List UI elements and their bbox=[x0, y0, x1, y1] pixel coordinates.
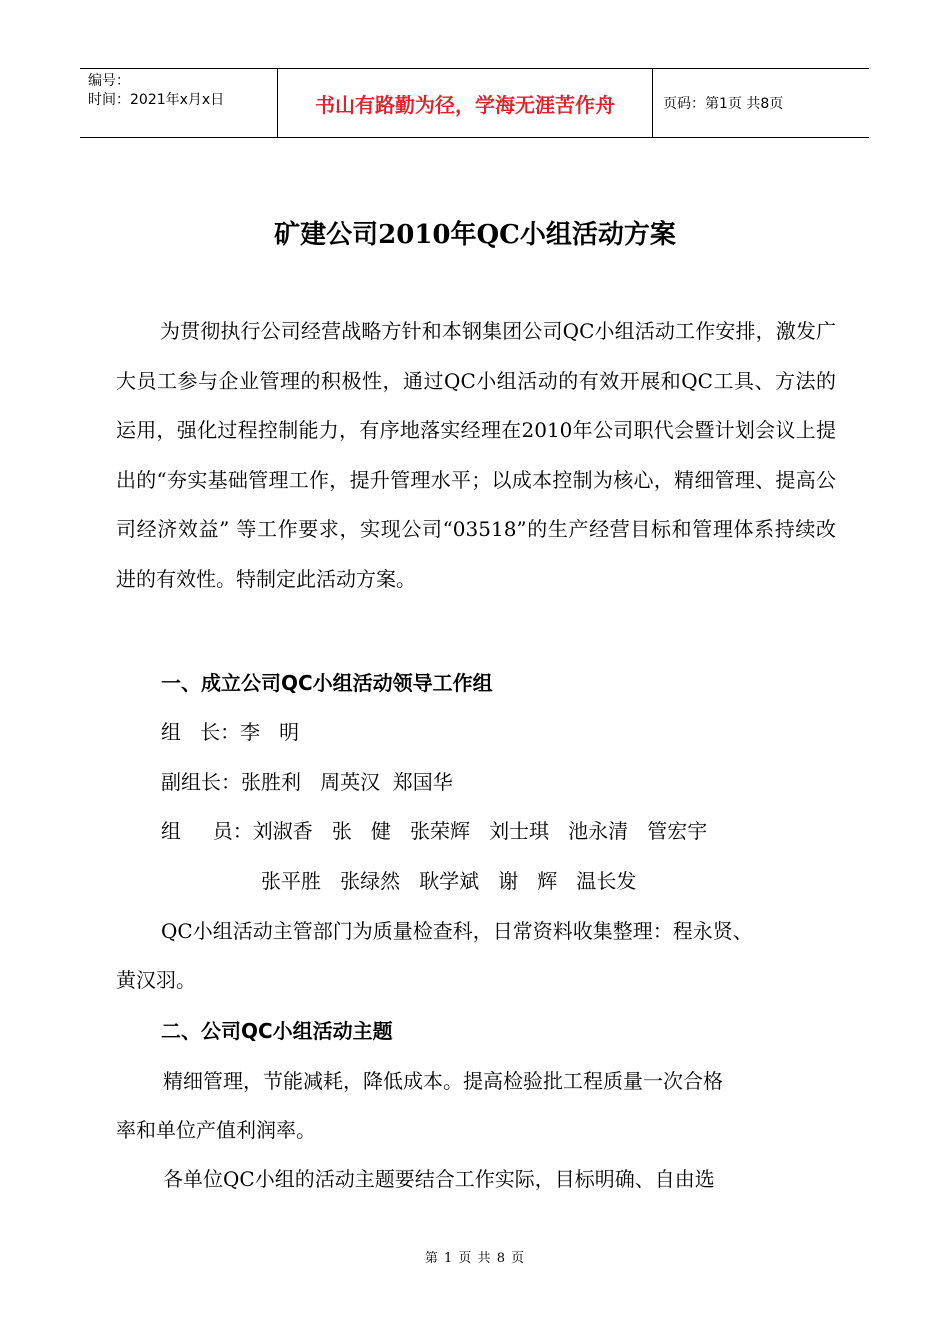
time-label: 时间：2021年x月x日 bbox=[88, 92, 225, 108]
members-line-2: 张平胜 张绿然 耿学斌 谢 辉 温长发 bbox=[261, 869, 637, 893]
intro-paragraph: 为贯彻执行公司经营战略方针和本钢集团公司QC小组活动工作安排，激发广大员工参与企业管理的积极性，通过QC小组活动的有效开展和QC工具、方法的运用，强化过程控制能力，有序地落实经理在2010年公司职代会暨计划会议上提出的“夯实基础管理工作，提升管理水平；以成本控制为核心，精细管理、提高公司经济效益” 等工作要求，实现公司“03518”的生产经营目标和管理体系持续改进的有效性。特制定此活动方案。 bbox=[116, 319, 836, 591]
theme-line-2: 率和单位产值利润率。 bbox=[116, 1118, 316, 1142]
unit-line-1: 各单位QC小组的活动主题要结合工作实际，目标明确、自由选 bbox=[163, 1167, 715, 1191]
page-title: 矿建公司2010年QC小组活动方案 bbox=[274, 220, 676, 250]
section1-heading: 一、成立公司QC小组活动领导工作组 bbox=[161, 671, 493, 695]
dept-line-2: 黄汉羽。 bbox=[116, 968, 196, 992]
page-footer: 第 1 页 共 8 页 bbox=[424, 1251, 526, 1266]
theme-line-1: 精细管理，节能减耗，降低成本。提高检验批工程质量一次合格 bbox=[163, 1069, 723, 1093]
leader-line: 组 长：李 明 bbox=[161, 720, 300, 744]
header-meta bbox=[80, 69, 278, 137]
document-header bbox=[80, 68, 869, 138]
deputy-line: 副组长：张胜利 周英汉 郑国华 bbox=[161, 770, 453, 794]
header-page-info: 页码：第1页 共8页 bbox=[663, 96, 784, 112]
header-motto: 书山有路勤为径，学海无涯苦作舟 bbox=[278, 69, 653, 137]
section2-heading: 二、公司QC小组活动主题 bbox=[161, 1019, 393, 1043]
dept-line-1: QC小组活动主管部门为质量检查科，日常资料收集整理：程永贤、 bbox=[161, 919, 753, 943]
members-line-1: 组 员：刘淑香 张 健 张荣辉 刘士琪 池永清 管宏宇 bbox=[161, 819, 708, 843]
number-label: 编号： bbox=[88, 73, 130, 89]
